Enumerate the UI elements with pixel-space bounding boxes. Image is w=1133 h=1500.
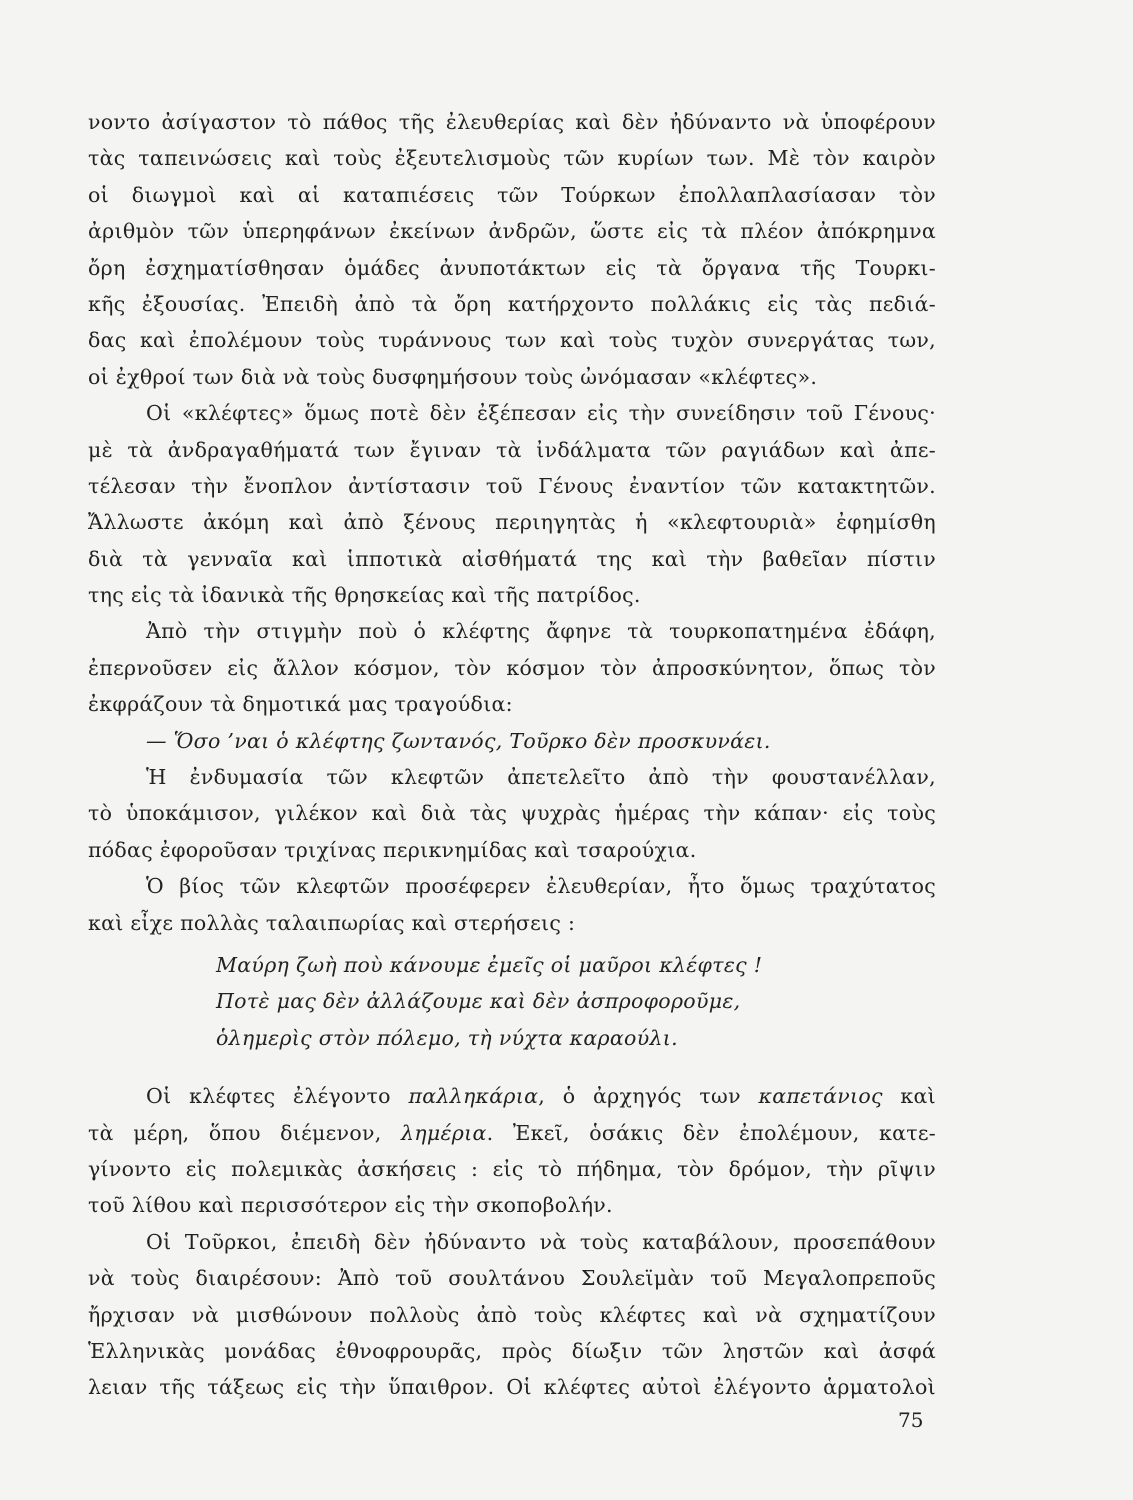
text-line: γίνοντο εἰς πολεμικὰς ἀσκήσεις : εἰς τὸ πήδημα, τὸν δρόμον, τὴν ρῖψιν xyxy=(88,1156,936,1181)
text-line: δας καὶ ἐπολέμουν τοὺς τυράννους των καὶ τοὺς τυχὸν συνεργάτας των, xyxy=(88,328,936,353)
text-line: της εἰς τὰ ἰδανικὰ τῆς θρησκείας καὶ τῆς πατρίδος. xyxy=(88,583,641,608)
text-line: τοῦ λίθου καὶ περισσότερον εἰς τὴν σκοποβολήν. xyxy=(88,1193,613,1218)
text-line: νὰ τοὺς διαιρέσουν: Ἀπὸ τοῦ σουλτάνου Σουλεϊμὰν τοῦ Μεγαλοπρεποῦς xyxy=(88,1266,936,1291)
song-quote: — Ὅσο ’ναι ὁ κλέφτης ζωντανός, Τοῦρκο δὲν προσκυνάει. xyxy=(146,728,771,753)
verse-block xyxy=(88,947,936,1056)
italic-term: καπετάνιος xyxy=(758,1084,883,1109)
text-line: Ὁ βίος τῶν κλεφτῶν προσέφερεν ἐλευθερίαν, ἦτο ὅμως τραχύτατος xyxy=(146,874,936,899)
text-line: ἀριθμὸν τῶν ὑπερηφάνων ἐκείνων ἀνδρῶν, ὥστε εἰς τὰ πλέον ἀπόκρημνα xyxy=(88,219,936,244)
text-line: Ἄλλωστε ἀκόμη καὶ ἀπὸ ξένους περιηγητὰς ἡ «κλεφτουριὰ» ἐφημίσθη xyxy=(88,510,936,535)
text-run: , ὁ ἀρχηγός των xyxy=(538,1084,759,1109)
text-line: ἐπερνοῦσεν εἰς ἄλλον κόσμον, τὸν κόσμον τὸν ἀπροσκύνητον, ὅπως τὸν xyxy=(88,655,936,680)
paragraph-3 xyxy=(88,613,936,722)
verse-line: Ποτὲ μας δὲν ἀλλάζουμε καὶ δὲν ἀσπροφοροῦμε, xyxy=(216,989,741,1014)
text-line: μὲ τὰ ἀνδραγαθήματά των ἔγιναν τὰ ἰνδάλματα τῶν ραγιάδων καὶ ἀπε- xyxy=(88,437,936,462)
text-line: πόδας ἐφοροῦσαν τριχίνας περικνημίδας καὶ τσαρούχια. xyxy=(88,837,697,862)
paragraph-5 xyxy=(88,868,936,941)
text-line xyxy=(88,1078,936,1114)
verse-line: ὁλημερὶς στὸν πόλεμο, τὴ νύχτα καραούλι. xyxy=(216,1025,678,1050)
text-line: τέλεσαν τὴν ἔνοπλον ἀντίστασιν τοῦ Γένους ἐναντίον τῶν κατακτητῶν. xyxy=(88,473,936,498)
paragraph-4 xyxy=(88,759,936,868)
text-line: οἱ ἐχθροί των διὰ νὰ τοὺς δυσφημήσουν τοὺς ὠνόμασαν «κλέφτες». xyxy=(88,364,818,389)
text-line: ἤρχισαν νὰ μισθώνουν πολλοὺς ἀπὸ τοὺς κλέφτες καὶ νὰ σχηματίζουν xyxy=(88,1302,936,1327)
body-text xyxy=(88,104,936,1406)
text-line: Οἱ «κλέφτες» ὅμως ποτὲ δὲν ἐξέπεσαν εἰς τὴν συνείδησιν τοῦ Γένους· xyxy=(146,401,936,426)
text-run: . Ἐκεῖ, ὁσάκις δὲν ἐπολέμουν, κατε- xyxy=(486,1120,936,1145)
text-line: τὰς ταπεινώσεις καὶ τοὺς ἐξευτελισμοὺς τῶν κυρίων των. Μὲ τὸν καιρὸν xyxy=(88,146,936,171)
page-number: 75 xyxy=(898,1408,924,1432)
text-run: Οἱ κλέφτες ἐλέγοντο xyxy=(146,1084,409,1109)
text-line: Ἀπὸ τὴν στιγμὴν ποὺ ὁ κλέφτης ἄφηνε τὰ τουρκοπατημένα ἐδάφη, xyxy=(146,619,936,644)
text-line: κῆς ἐξουσίας. Ἐπειδὴ ἀπὸ τὰ ὄρη κατήρχοντο πολλάκις εἰς τὰς πεδιά- xyxy=(88,291,936,316)
text-run: καὶ xyxy=(882,1084,936,1109)
text-line: Ἡ ἐνδυμασία τῶν κλεφτῶν ἀπετελεῖτο ἀπὸ τὴν φουστανέλλαν, xyxy=(146,765,936,790)
text-line: ἐκφράζουν τὰ δημοτικά μας τραγούδια: xyxy=(88,692,513,717)
paragraph-1 xyxy=(88,104,936,395)
text-line xyxy=(88,1115,936,1151)
italic-term: παλληκάρια xyxy=(408,1084,539,1109)
italic-term: λημέρια xyxy=(400,1120,487,1145)
verse-line: Μαύρη ζωὴ ποὺ κάνουμε ἐμεῖς οἱ μαῦροι κλέφτες ! xyxy=(216,952,763,977)
text-line: τὸ ὑποκάμισον, γιλέκον καὶ διὰ τὰς ψυχρὰς ἡμέρας τὴν κάπαν· εἰς τοὺς xyxy=(88,801,936,826)
text-line: ὄρη ἐσχηματίσθησαν ὁμάδες ἀνυποτάκτων εἰς τὰ ὄργανα τῆς Τουρκι- xyxy=(88,255,936,280)
text-line: διὰ τὰ γενναῖα καὶ ἱπποτικὰ αἰσθήματά της καὶ τὴν βαθεῖαν πίστιν xyxy=(88,546,936,571)
text-line: νοντο ἀσίγαστον τὸ πάθος τῆς ἐλευθερίας καὶ δὲν ἠδύναντο νὰ ὑποφέρουν xyxy=(88,110,936,134)
text-run: τὰ μέρη, ὅπου διέμενον, xyxy=(88,1120,401,1145)
text-line: καὶ εἶχε πολλὰς ταλαιπωρίας καὶ στερήσεις : xyxy=(88,910,576,935)
text-line: λειαν τῆς τάξεως εἰς τὴν ὕπαιθρον. Οἱ κλέφτες αὐτοὶ ἐλέγοντο ἁρματολοὶ xyxy=(88,1375,936,1400)
text-line: Οἱ Τοῦρκοι, ἐπειδὴ δὲν ἠδύναντο νὰ τοὺς καταβάλουν, προσεπάθουν xyxy=(146,1229,936,1254)
paragraph-7 xyxy=(88,1224,936,1406)
text-line: οἱ διωγμοὶ καὶ αἱ καταπιέσεις τῶν Τούρκων ἐπολλαπλασίασαν τὸν xyxy=(88,182,936,207)
paragraph-2 xyxy=(88,395,936,613)
paragraph-6 xyxy=(88,1078,936,1224)
text-line: Ἑλληνικὰς μονάδας ἐθνοφρουρᾶς, πρὸς δίωξιν τῶν ληστῶν καὶ ἀσφά xyxy=(88,1338,936,1363)
